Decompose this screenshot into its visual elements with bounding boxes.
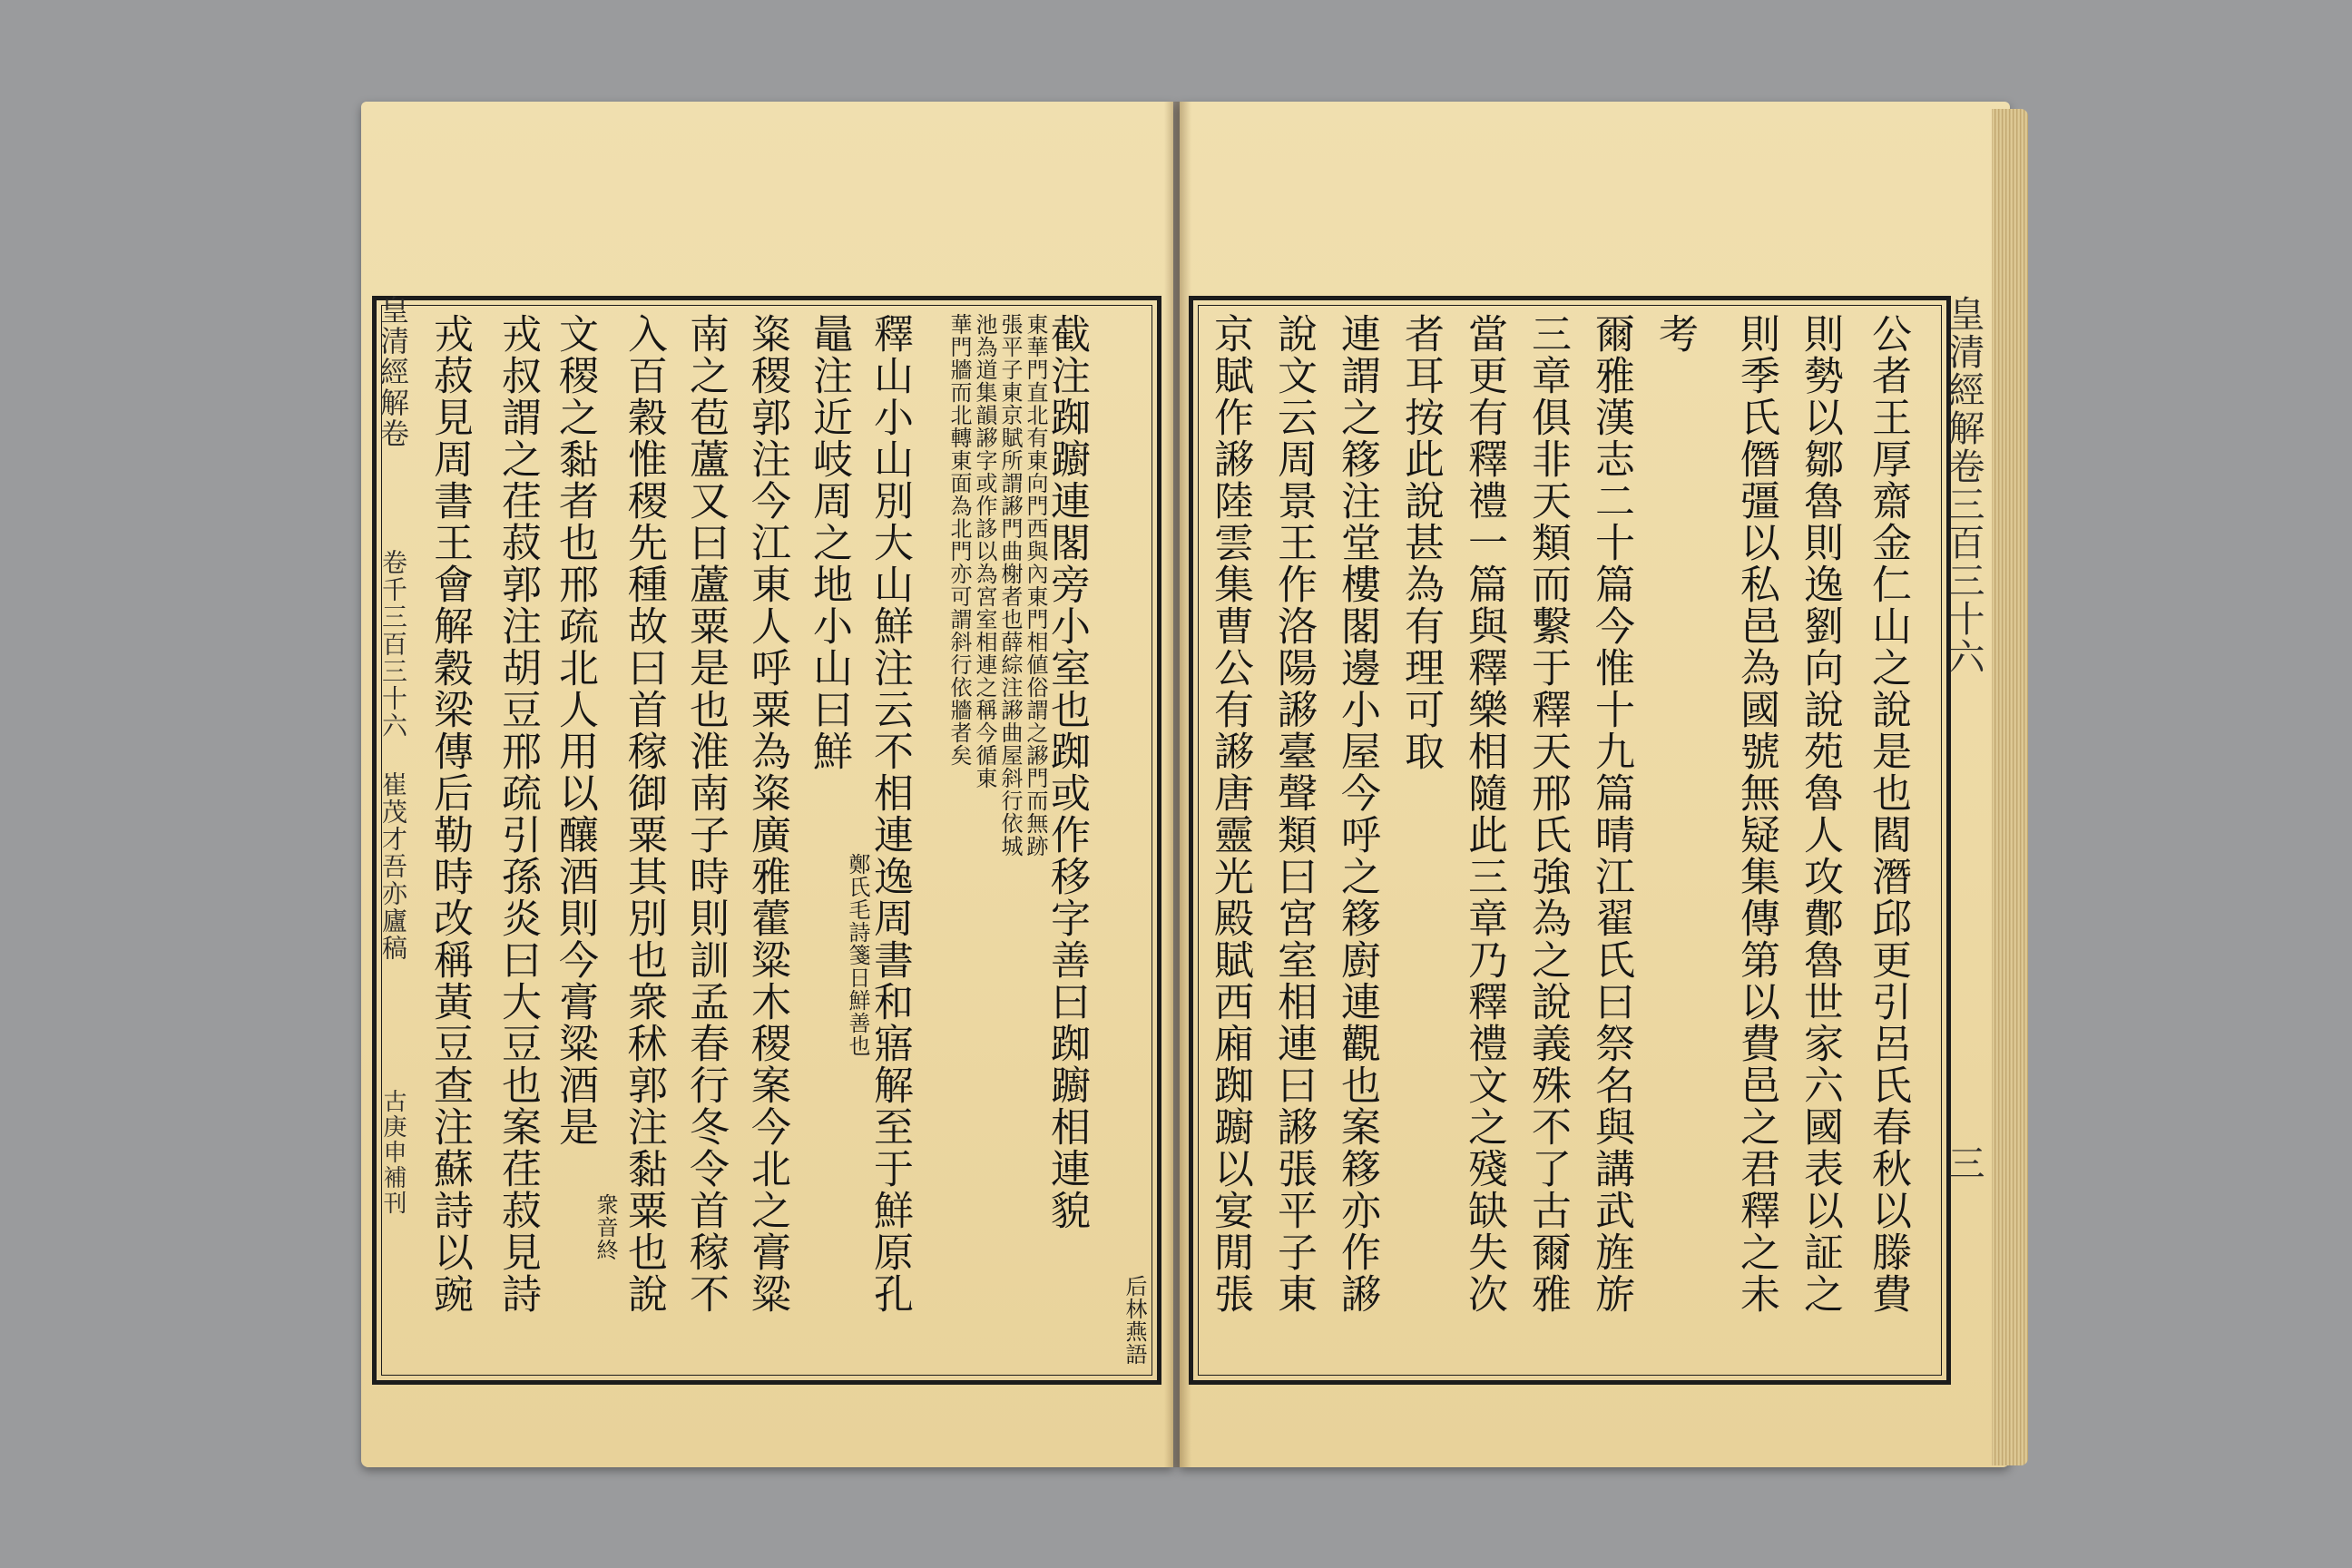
text-column: 則季氏僭彊以私邑為國號無疑集傳第以費邑之君釋之未 bbox=[1733, 313, 1779, 1315]
text-column: 當更有釋禮一篇與釋樂相隨此三章乃釋禮文之殘缺失次 bbox=[1461, 313, 1507, 1315]
text-column: 連謂之簃注堂樓閣邊小屋今呼之簃廚連觀也案簃亦作謻 bbox=[1334, 313, 1380, 1315]
text-column: 戎叔謂之荏菽郭注胡豆邢疏引孫炎曰大豆也案荏菽見詩 bbox=[495, 313, 541, 1315]
annotation-note: 池為道集韻謻字或作誃以為宮室相連之稱今循東 bbox=[972, 313, 997, 789]
annotation-note: 鄭氏毛詩箋日鮮善也 bbox=[845, 853, 870, 1057]
text-column: 粢稷郭注今江東人呼粟為粢廣雅藿粱木稷案今北之膏粱 bbox=[744, 313, 790, 1315]
annotation-note: 華門牆而北轉東面為北門亦可謂斜行依牆者矣 bbox=[946, 313, 972, 767]
margin-subtitle-text: 卷千三百三十六 崔茂才吾亦廬稿 bbox=[378, 549, 408, 962]
right-margin-title bbox=[1945, 295, 1990, 1375]
left-margin-title bbox=[363, 295, 414, 1375]
annotation-note: 后林燕語 bbox=[1122, 1275, 1147, 1366]
margin-title-text: 皇清經解卷三百三十六 bbox=[1943, 295, 1984, 676]
page-edges bbox=[1992, 109, 2028, 1465]
text-column: 京賦作謻陸雲集曹公有謻唐靈光殿賦西廂踟躕以宴閒張 bbox=[1207, 313, 1253, 1315]
annotation-note: 張平子東京賦所謂謻門曲榭者也薛綜注謻曲屋斜行依城 bbox=[997, 313, 1023, 858]
margin-title-text: 皇清經解卷 bbox=[376, 295, 410, 449]
text-column: 釋山小山別大山鮮注云不相連逸周書和寤解至于鮮原孔 bbox=[867, 313, 913, 1315]
annotation-note: 東華門直北有東向門西與內東門相値俗謂之謻門而無跡 bbox=[1023, 313, 1048, 858]
text-column: 說文云周景王作洛陽謻臺聲類曰宮室相連曰謻張平子東 bbox=[1270, 313, 1317, 1315]
text-column: 文稷之黏者也邢疏北人用以釀酒則今膏粱酒是 bbox=[552, 313, 598, 1148]
text-column: 戎菽見周書王會解穀梁傳后勒時改稱黃豆查注蘇詩以豌 bbox=[426, 313, 473, 1315]
book-gutter bbox=[1164, 102, 1191, 1467]
text-column: 公者王厚齋金仁山之說是也閻潛邱更引呂氏春秋以滕費 bbox=[1865, 313, 1911, 1315]
annotation-note: 衆音終 bbox=[593, 1193, 618, 1261]
text-column: 則勢以鄒魯則逸劉向說苑魯人攻鄪魯世家六國表以証之 bbox=[1797, 313, 1843, 1315]
margin-foot-text: 三 bbox=[1943, 1144, 1984, 1182]
text-column: 三章俱非天類而繫于釋天邢氏強為之說義殊不了古爾雅 bbox=[1524, 313, 1571, 1315]
text-column: 入百穀惟稷先種故曰首稼御粟其別也衆秫郭注黏粟也說 bbox=[621, 313, 667, 1315]
text-column: 截注踟躕連閣旁小室也踟或作移字善曰踟躕相連貌 bbox=[1044, 313, 1090, 1231]
margin-foot-text: 古庚申補刊 bbox=[379, 1089, 407, 1216]
text-column: 南之苞蘆又曰蘆粟是也淮南子時則訓孟春行冬令首稼不 bbox=[682, 313, 729, 1315]
text-column: 者耳按此說甚為有理可取 bbox=[1397, 313, 1444, 772]
text-column: 鼂注近岐周之地小山曰鮮 bbox=[806, 313, 852, 772]
text-column: 爾雅漢志二十篇今惟十九篇晴江翟氏曰祭名與講武旌旂 bbox=[1588, 313, 1634, 1315]
text-column: 考 bbox=[1651, 313, 1698, 355]
